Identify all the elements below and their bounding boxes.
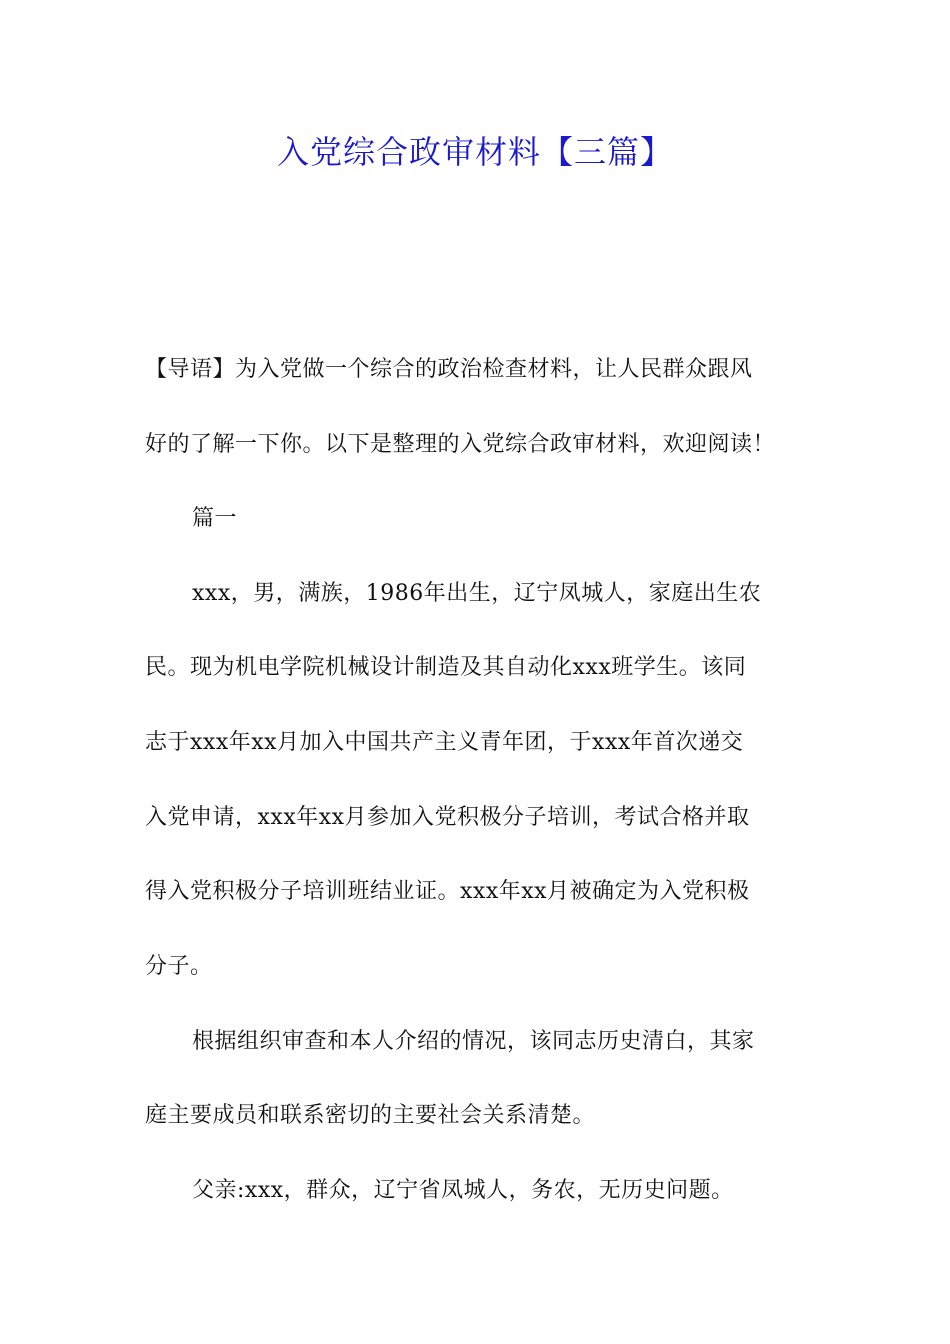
section-heading: 篇一 [192, 506, 238, 531]
body-line-6: 分子。 [145, 954, 213, 979]
body-line-1: xxx，男，满族，1986年出生，辽宁凤城人，家庭出生农 [192, 581, 762, 606]
body-line-2: 民。现为机电学院机械设计制造及其自动化xxx班学生。该同 [145, 655, 747, 680]
intro-line-1: 【导语】为入党做一个综合的政治检查材料，让人民群众跟风 [145, 357, 753, 382]
body-line-4: 入党申请，xxx年xx月参加入党积极分子培训，考试合格并取 [145, 805, 750, 830]
document-title: 入党综合政审材料【三篇】 [276, 133, 673, 171]
intro-line-2: 好的了解一下你。以下是整理的入党综合政审材料，欢迎阅读！ [145, 432, 776, 457]
body-line-9: 父亲:xxx，群众，辽宁省凤城人，务农，无历史问题。 [192, 1178, 734, 1203]
body-line-8: 庭主要成员和联系密切的主要社会关系清楚。 [145, 1103, 596, 1128]
body-line-5: 得入党积极分子培训班结业证。xxx年xx月被确定为入党积极 [145, 879, 750, 904]
body-line-3: 志于xxx年xx月加入中国共产主义青年团，于xxx年首次递交 [145, 730, 744, 755]
body-line-7: 根据组织审查和本人介绍的情况，该同志历史清白，其家 [192, 1029, 755, 1054]
